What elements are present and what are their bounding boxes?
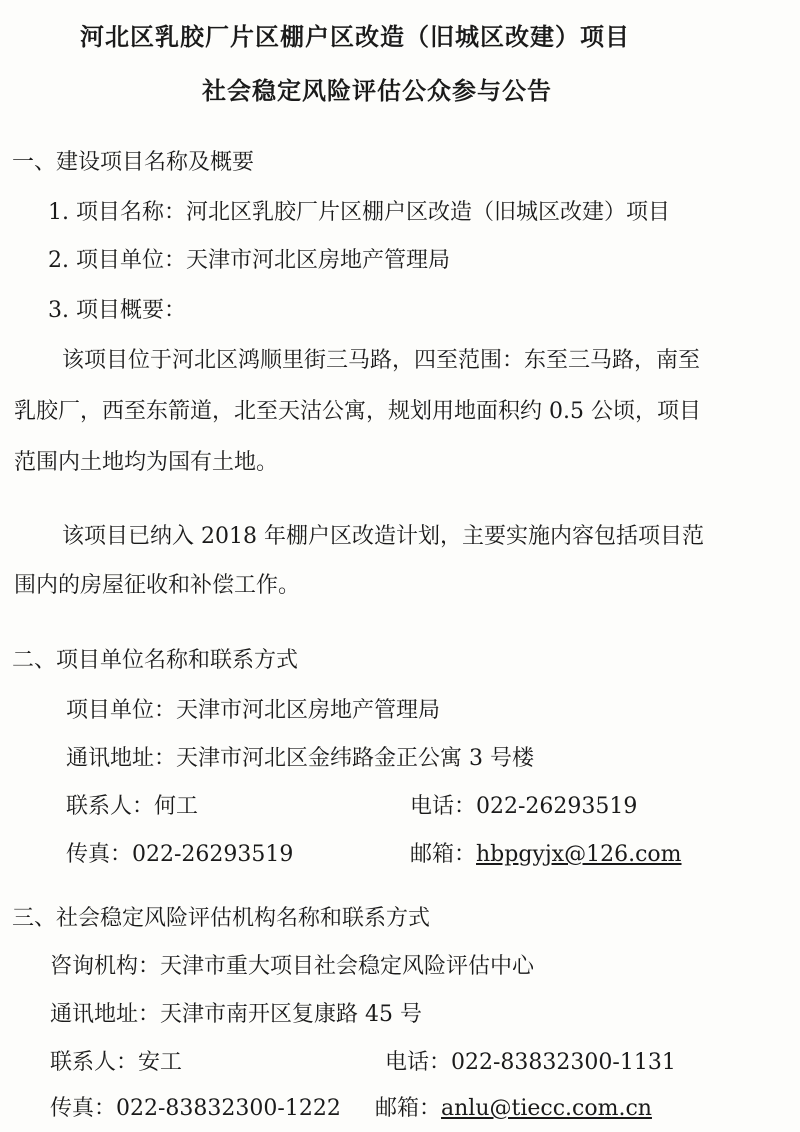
email-line <box>375 1094 652 1124</box>
document-title-line-2: 社会稳定风险评估公众参与公告 <box>202 76 552 105</box>
overview-paragraph-line: 范围内土地均为国有土地。 <box>14 450 279 475</box>
overview-paragraph-line: 乳胶厂，西至东箭道，北至天沽公寓，规划用地面积约 0.5 公顷，项目 <box>14 399 701 424</box>
overview-paragraph-line: 该项目位于河北区鸿顺里街三马路，四至范围：东至三马路，南至 <box>62 348 701 373</box>
section3-heading: 三、社会稳定风险评估机构名称和联系方式 <box>12 906 431 931</box>
project-name-item: 1. 项目名称：河北区乳胶厂片区棚户区改造（旧城区改建）项目 <box>48 200 670 225</box>
contact-person: 联系人：何工 <box>66 794 199 819</box>
email-label: 邮箱： <box>410 842 477 867</box>
fax-number: 传真：022-26293519 <box>66 842 294 867</box>
email-label: 邮箱： <box>375 1096 442 1121</box>
project-unit-item: 2. 项目单位：天津市河北区房地产管理局 <box>48 248 450 273</box>
phone-number: 电话：022-26293519 <box>410 794 638 819</box>
unit-line: 项目单位：天津市河北区房地产管理局 <box>66 698 441 723</box>
document-title-line-1: 河北区乳胶厂片区棚户区改造（旧城区改建）项目 <box>80 22 630 51</box>
section1-heading: 一、建设项目名称及概要 <box>12 150 255 175</box>
phone-number: 电话：022-83832300-1131 <box>385 1050 676 1075</box>
contact-person: 联系人：安工 <box>50 1050 183 1075</box>
project-overview-item: 3. 项目概要： <box>48 298 186 323</box>
consulting-org-line: 咨询机构：天津市重大项目社会稳定风险评估中心 <box>50 954 535 979</box>
email-link[interactable]: anlu@tiecc.com.cn <box>441 1096 652 1121</box>
plan-paragraph-line: 围内的房屋征收和补偿工作。 <box>14 573 301 598</box>
email-line <box>410 840 682 870</box>
address-line: 通讯地址：天津市河北区金纬路金正公寓 3 号楼 <box>66 746 534 771</box>
section2-heading: 二、项目单位名称和联系方式 <box>12 648 299 673</box>
address-line: 通讯地址：天津市南开区复康路 45 号 <box>50 1002 422 1027</box>
email-link[interactable]: hbpgyjx@126.com <box>476 842 682 867</box>
fax-number: 传真：022-83832300-1222 <box>50 1096 341 1121</box>
plan-paragraph-line: 该项目已纳入 2018 年棚户区改造计划，主要实施内容包括项目范 <box>62 524 704 549</box>
